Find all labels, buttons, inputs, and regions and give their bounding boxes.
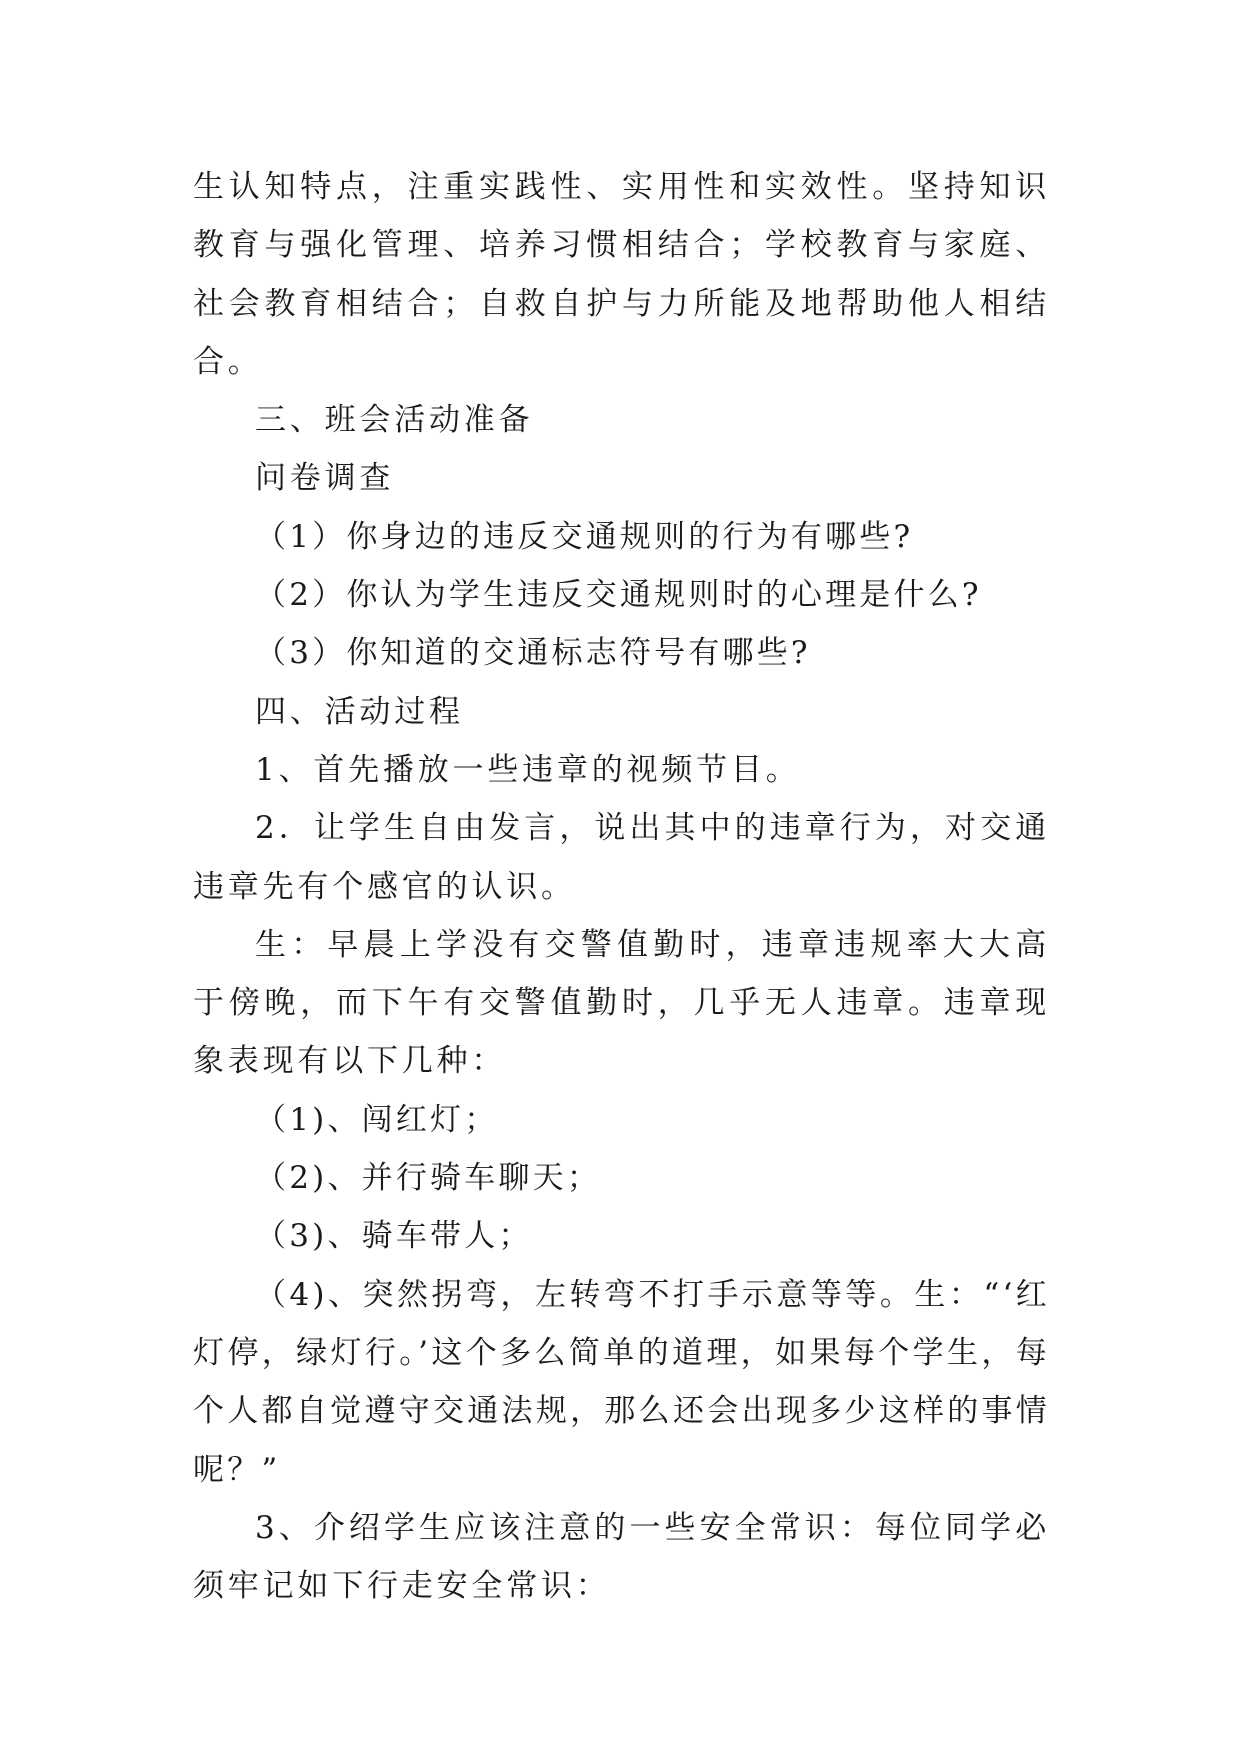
step-1: 1、首先播放一些违章的视频节目。 bbox=[255, 751, 801, 788]
violation-item-4: （4)、突然拐弯，左转弯不打手示意等等。生：“‘红灯停，绿灯行。’这个多么简单的道理，如果每个学生，每个人都自觉遵守交通法规，那么还会出现多少这样的事情呢？” bbox=[193, 1276, 1050, 1488]
question-item-2: （2）你认为学生违反交通规则时的心理是什么? bbox=[255, 577, 982, 614]
heading-activity-process: 四、活动过程 bbox=[255, 693, 464, 730]
document-body bbox=[193, 158, 1050, 1615]
paragraph-principles: 生认知特点，注重实践性、实用性和实效性。坚持知识教育与强化管理、培养习惯相结合；学校教育与家庭、社会教育相结合；自救自护与力所能及地帮助他人相结合。 bbox=[193, 169, 1050, 380]
violation-item-1: （1)、闯红灯； bbox=[255, 1101, 499, 1138]
step-3: 3、介绍学生应该注意的一些安全常识：每位同学必须牢记如下行走安全常识： bbox=[193, 1509, 1050, 1605]
student-observation: 生：早晨上学没有交警值勤时，违章违规率大大高于傍晚，而下午有交警值勤时，几乎无人违章。违章现象表现有以下几种： bbox=[193, 926, 1050, 1080]
heading-preparation: 三、班会活动准备 bbox=[255, 402, 534, 439]
step-2: 2．让学生自由发言，说出其中的违章行为，对交通违章先有个感官的认识。 bbox=[193, 810, 1050, 905]
violation-item-3: （3)、骑车带人； bbox=[255, 1218, 533, 1255]
subheading-questionnaire: 问卷调查 bbox=[255, 460, 395, 497]
question-item-1: （1）你身边的违反交通规则的行为有哪些? bbox=[255, 518, 914, 555]
question-item-3: （3）你知道的交通标志符号有哪些? bbox=[255, 635, 811, 672]
violation-item-2: （2)、并行骑车聊天； bbox=[255, 1160, 602, 1197]
